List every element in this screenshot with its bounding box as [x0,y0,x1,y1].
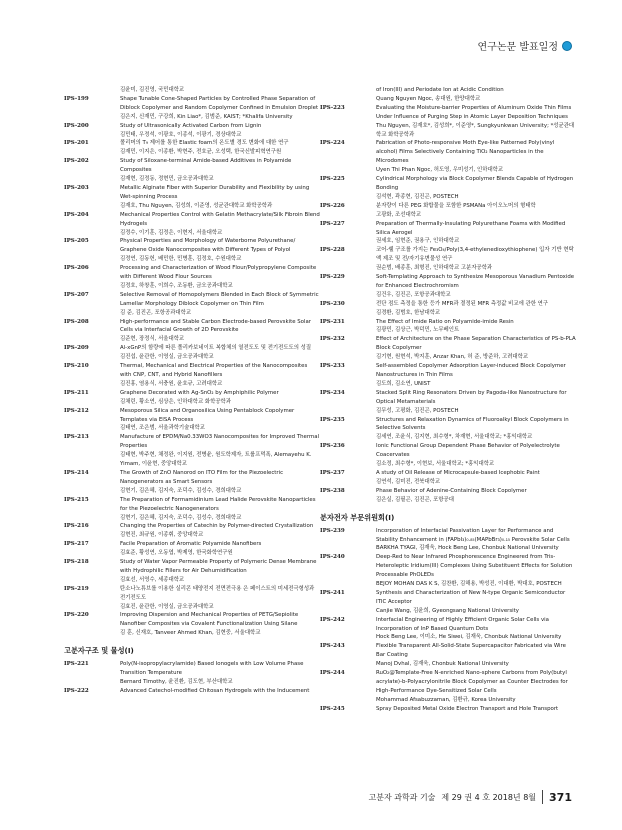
journal-name: 고분자 과학과 기술 [368,792,436,802]
list-item [64,389,320,407]
left-section-list [64,660,320,696]
list-item [320,616,576,643]
entry-code: IPS-207 [64,291,89,298]
entry-authors: 김채린, 황소연, 심상은, 인하대학교 화학공학과 [120,398,231,405]
list-item [64,660,320,687]
list-item [64,522,320,540]
entry-title: 폴리머의 T₉ 제어를 통한 Elastic foam의 온도별 경도 변화에 대한 연구 [120,140,289,147]
entry-title: Mechanical Properties Control with Gelatin Methacrylate/Silk Fibroin Blend Hydrogels [120,211,320,227]
entry-code: IPS-204 [64,211,89,218]
entry-authors: 김재민, 이지은, 이종환, 박현주, 전호균, 오성택, 한국신발피혁연구원 [120,149,282,156]
list-item [64,318,320,345]
list-item [64,237,320,264]
list-item [64,585,320,612]
entry-code: IPS-203 [64,184,89,191]
entry-title: Study of Ultrasonically Activated Carbon from Lignin [120,122,262,129]
entry-code: IPS-237 [320,469,345,476]
header-title: 연구논문 발표일정 [477,42,558,53]
entry-authors: 김현기, 김은혜, 김지숙, 조덕수, 김성수, 경희대학교 [120,514,242,521]
entry-code: IPS-214 [64,469,89,476]
entry-code: IPS-216 [64,523,89,530]
list-item [64,211,320,238]
entry-title: Synthesis and Characterization of New N-type Organic Semiconductor ITIC Acceptor [376,589,566,605]
list-item [320,362,576,389]
entry-title: Physical Properties and Morphology of Waterborne Polyurethane/ Graphene Oxide Nanocomposites with Different Types of Polyol [120,238,296,254]
entry-title: Evaluating the Moisture-barrier Properties of Aluminum Oxide Thin Films Under Influence of Purging Step in Atomic Layer Deposition Techniques [376,104,572,120]
entry-code: IPS-228 [320,247,345,254]
entry-title: RuO₂@Template-Free N-enriched Nano-sphere Carbons from Poly(butyl acrylate)-b-Polyacrylonitrile Block Copolymer as Counter Electrodes for High-Performance Dye-Sensitized Solar Cells [376,670,568,694]
entry-authors: 권세호, 임현준, 권용구, 인하대학교 [376,238,460,245]
list-item [64,558,320,585]
entry-code: IPS-219 [64,585,89,592]
entry-authors: 김진섭, 윤관한, 이영실, 금오공과대학교 [120,354,214,361]
entry-authors: 김도희, 김소연, UNIST [376,380,431,387]
entry-title: Effect of Architecture on the Phase Separation Characteristics of PS-b-PLA Block Copolymer [376,336,576,352]
entry-title: Stacked Split Ring Resonators Driven by Pagoda-like Nanostructure for Optical Metamaterials [376,389,567,405]
entry-authors: 김효준, 황성연, 오동엽, 박제영, 한국화학연구원 [120,550,233,557]
entry-authors: Bernard Timothy, 윤진환, 김도현, 부산대학교 [120,679,233,685]
page-number: 371 [549,790,572,804]
entry-authors: 김연석, 김미진, 전북대학교 [376,478,441,485]
entry-title: 분자량이 다른 PEG 화합물을 포함한 PSMANa 아이오노머의 형태학 [376,202,536,209]
entry-title: High-performance and Stable Carbon Electrode-based Perovskite Solar Cells via Interfacial Growth of 2D Perovskite [120,318,311,334]
entry-title: Selective Removal of Homopolymers Blended in Each Block of Symmetric Lamellar Morphology Diblock Copolymer on Thin Film [120,291,319,307]
entry-title: Flexible Transparent All-Solid-State Supercapacitor Fabricated via Wire Bar Coating [376,643,566,659]
entry-authors: 김태현, 박주현, 채정완, 이지원, 전병윤, 원도학제자, 트룹프먹폭, Alemayehu K. Yimam, 이윤현, 중앙대학교 [120,452,312,468]
entry-title: The Growth of ZnO Nanorod on ITO Film for the Piezoelectric Nanogenerators as Smart Sensors [120,469,284,485]
entry-title: The Preparation of Formamidinium Lead Halide Perovskite Nanoparticles for the Piezoelectric Nanogenerators [120,496,316,512]
entry-code: IPS-236 [320,443,345,450]
entry-authors: 김태연, 조은범, 서울과학기술대학교 [120,425,205,432]
entry-authors: 김현진, 최규원, 이종휘, 중앙대학교 [120,532,204,539]
entry-title: Self-assembled Copolymer Adsorption Layer-induced Block Copolymer Nanostructures in Thin Films [376,363,566,378]
entry-code: IPS-224 [320,140,345,147]
list-item [320,104,576,140]
circle-bullet-icon [562,41,572,51]
list-item [64,139,320,157]
list-item [64,362,320,389]
entry-code: IPS-208 [64,318,89,325]
entry-code: IPS-212 [64,407,89,414]
entry-title: Deep-Red to Near Infrared Phosphorescence Engineered from Tris-Heteroleptic Iridium(III) Complexes Using Substituent Effects for Solution Processable PhOLEDs [376,554,573,579]
list-item [64,95,320,122]
list-item [64,264,320,291]
entry-title: Cylindrical Morphology via Block Copolymer Blends Capable of Hydrogen Bonding [376,176,574,191]
list-item [64,344,320,362]
entry-title: Al-xGnP의 함량에 따른 폴리카보네이트 복합체의 열전도도 및 전기전도도의 성질 [120,345,312,352]
list-item [320,642,576,669]
list-item [320,273,576,300]
right-section-list [320,527,576,714]
list-item [320,442,576,469]
list-item [320,246,576,273]
entry-authors: 김경환, 김범호, 한남대학교 [376,309,441,316]
entry-title: Spray Deposited Metal Oxide Electron Transport and Hole Transport [376,705,559,712]
entry-code: IPS-245 [320,705,345,712]
entry-title: Phase Behavior of Adenine-Containing Block Copolymer [376,487,527,494]
right-entry-list [320,104,576,505]
list-item [320,469,576,487]
entry-title: Fabrication of Photo-responsive Moth Eye-like Patterned Poly(vinyl alcohol) Films Selectively Containing TiO₂ Nanoparticles in the Microdomes [376,140,555,165]
entry-title: Graphene Decorated with Ag-SnO₂ by Amphiphilic Polymer [120,389,279,396]
entry-code: IPS-239 [320,527,345,534]
entry-authors: 김진홍, 염용식, 서충원, 윤호규, 고려대학교 [120,380,223,387]
list-item [320,589,576,616]
entry-code: IPS-211 [64,389,89,396]
entry-authors: 김석현, 곽종현, 김진곤, POSTECH [376,193,459,200]
entry-authors: 김기현, 원현석, 박지훈, Anzar Khan, 허 준, 방준하, 고려대학교 [376,354,529,361]
entry-title: Thermal, Mechanical and Electrical Properties of the Nanocomposites with CNP, CNT, and Hybrid Nanofillers [120,363,308,378]
entry-authors: Canjie Wang, 김윤희, Gyeongsang National University [376,607,519,614]
entry-title: Changing the Properties of Catechin by Polymer-directed Crystallization [120,523,314,530]
right-column [320,86,576,714]
list-item [64,407,320,434]
entry-authors: 김민태, 우정석, 이광호, 이종석, 이광기, 경상대학교 [120,131,242,138]
footer-divider [542,790,543,804]
entry-code: IPS-206 [64,265,89,272]
entry-title: Shape Tunable Cone-Shaped Particles by Controlled Phase Separation of Diblock Copolymer and Random Copolymer Confined in Emulsion Droplet [120,95,319,111]
left-entry-list [64,95,320,638]
entry-code: IPS-199 [64,95,89,102]
list-item [64,469,320,496]
entry-authors: 김광민, 김상근, 박덕민, 노무베인트 [376,327,460,334]
entry-code: IPS-241 [320,589,345,596]
entry-title: Study of Siloxane-terminal Amide-based Additives in Polyamide Composites [120,158,292,174]
entry-code: IPS-243 [320,643,345,650]
entry-title: 코어-쉘 구조를 가지는 Fe₃O₄/Poly(3,4-ethylenedioxythiophene) 입자 기반 현탁액 제조 및 전/자기유변물성 연구 [376,247,574,263]
entry-title: 탄소나노튜브를 이용한 실리콘 태양전지 전면전극용 은 페이스트의 미세전극형성과 전기전도도 [120,585,315,601]
entry-title: Mesoporous Silica and Organosilica Using Pentablock Copolymer Templates via EISA Process [120,407,295,423]
entry-title: Ionic Functional Group Dependent Phase Behavior of Polyelectrolyte Coacervates [376,443,560,459]
entry-authors: 김은지, 신재민, 구강희, Kin Liao*, 김범준, KAIST; *Khalifa University [120,113,293,120]
entry-title: A study of Oil Release of Microcapsule-based Icephobic Paint [376,469,540,476]
list-item [320,669,576,705]
entry-code: IPS-227 [320,220,345,227]
entry-title: Preparation of Thermally-Insulating Polyurethane Foams with Modified Silica Aerogel [376,220,566,236]
entry-code: IPS-222 [64,687,89,694]
entry-authors: 권순범, 배종훈, 최형진, 인하대학교 고분자공학과 [376,265,493,272]
entry-code: IPS-220 [64,612,89,619]
page-header [478,38,572,53]
list-item [64,540,320,558]
entry-authors: 김현기, 김은혜, 김지숙, 조덕수, 김성수, 경희대학교 [120,487,242,494]
entry-authors: BARKHA TYAGI, 김재욱, Hock Beng Lee, Chonbuk National University [376,545,559,552]
entry-authors: 김효진, 윤관한, 이영실, 금오공과대학교 [120,603,214,610]
list-item [320,300,576,318]
entry-code: IPS-240 [320,554,345,561]
entry-title: Improving Dispersion and Mechanical Properties of PETG/Sepiolite Nanofiber Composites via Covalent Functionalization Using Silane [120,612,299,628]
list-item [64,122,320,140]
entry-authors: 고광화, 조선대학교 [376,211,422,218]
entry-authors: Thu Nguyen, 김재호*, 김성희*, 이준영*, Sungkyunkwan University; *성균관대학교 화학공학과 [376,122,575,138]
entry-authors: 김건우, 김진곤, 포항공과대학교 [376,291,451,298]
entry-title: Advanced Catechol-modified Chitosan Hydrogels with the Inducement [120,687,310,694]
section-heading: 고분자구조 및 물성(I) [64,646,134,656]
entry-authors: 김재현, 김정동, 정현민, 금오공과대학교 [120,176,214,183]
entry-title: Soft-Templating Approach to Synthesize Mesoporous Vanadium Pentoxide for Enhanced Electrochromism [376,274,575,289]
list-item [64,157,320,184]
entry-code: IPS-210 [64,363,89,370]
entry-authors: 김 준, 김진곤, 포항공과대학교 [120,309,192,316]
entry-title: Poly(N-isopropylacrylamide) Based Ionogels with Low Volume Phase Transition Temperature [120,661,304,677]
entry-title: Manufacture of EPDM/Na0.33WO3 Nanocomposites for Improved Thermal Properties [120,434,320,450]
entry-title: 전단 점도 측정을 통한 등가 MFR과 결정된 MFR 측정값 비교에 관한 연구 [376,300,549,307]
entry-authors: 김재호, Thu Nguyen, 김성희, 이준영, 성균관대학교 화학공학과 [120,202,273,209]
entry-authors: Uyen Thi Phan Ngoc, 허도영, 우미성기, 인하대학교 [376,167,504,174]
entry-authors: 김소정, 최수형*, 이현보, 서울대학교; *홍익대학교 [376,461,495,468]
entry-title: Processing and Characterization of Wood Flour/Polypropylene Composite with Different Wood Flour Sources [120,265,317,281]
list-item [64,433,320,469]
list-item [64,291,320,318]
entry-title: The Effect of Imide Ratio on Polyamide-imide Resin [376,318,514,325]
entry-code: IPS-202 [64,158,89,165]
section-heading: 분자전자 부문위원회(I) [320,512,395,522]
list-item [320,86,576,104]
entry-code: IPS-235 [320,416,345,423]
entry-authors: 김효선, 서영수, 세종대학교 [120,576,185,583]
entry-authors: 김윤미, 김진영, 국민대학교 [120,87,185,93]
entry-code: IPS-244 [320,670,345,677]
entry-authors: 김세연, 조윤식, 김지현, 최수형*, 차재현, 서울대학교; *홍익대학교 [376,434,533,441]
page-footer [368,790,572,804]
entry-code: IPS-229 [320,274,345,281]
entry-authors: Mohammad Afsabuzzaman, 김환규, Korea University [376,696,516,703]
entry-title: Interfacial Engineering of Highly Efficient Organic Solar Cells via Incorporation of InP Based Quantum Dots [376,616,549,632]
issue-info: 제 29 권 4 호 2018년 8월 [441,792,537,802]
entry-authors: Quang Nguyen Ngoc, 송대원, 한양대학교 [376,95,481,102]
entry-code: IPS-205 [64,238,89,245]
entry-code: IPS-233 [320,363,345,370]
entry-code: IPS-231 [320,318,345,325]
entry-authors: Manoj Dvhal, 김재욱, Chonbuk National University [376,661,509,668]
list-item [320,318,576,336]
list-item [64,184,320,211]
entry-authors: BEJOY MOHAN DAS K S, 김찬환, 김해용, 박성진, 이대환, 박대호, POSTECH [376,581,562,588]
list-item [64,687,320,696]
entry-code: IPS-213 [64,434,89,441]
list-item [320,220,576,247]
entry-authors: 김준현, 장정식, 서울대학교 [120,336,185,343]
entry-code: IPS-223 [320,104,345,111]
entry-code: IPS-225 [320,176,345,183]
entry-title: Structures and Relaxation Dynamics of Fluoroalkyl Block Copolymers in Selective Solvents [376,416,569,432]
list-item [320,487,576,505]
entry-code: IPS-209 [64,345,89,352]
list-item [320,553,576,589]
list-item [320,175,576,202]
list-item [320,527,576,554]
list-item [320,335,576,362]
entry-authors: 김정호, 하창훈, 이희수, 조동환, 금오공과대학교 [120,282,233,289]
entry-code: IPS-201 [64,140,89,147]
entry-code: IPS-221 [64,661,89,668]
entry-title: Metallic Alginate Fiber with Superior Durability and Flexibility by using Wet-spinning Process [120,184,310,200]
list-item [320,202,576,220]
entry-code: IPS-234 [320,389,345,396]
entry-title: of Iron(III) and Periodate Ion at Acidic Condition [376,87,504,93]
list-item [320,705,576,714]
entry-title: Incorporation of Interfacial Passivation Layer for Performance and Stability Enhancement in (FAPbI₃)₀.₈₅(MAPbBr₃)₀.₁₅ Perovskite Solar Cells [376,527,570,543]
list-item [64,496,320,523]
entry-code: IPS-242 [320,616,345,623]
entry-code: IPS-217 [64,541,89,548]
entry-code: IPS-215 [64,496,89,503]
entry-authors: 김정연, 김동헌, 배민한, 민병훈, 김정호, 수원대학교 [120,256,242,263]
entry-title: Facile Preparation of Aromatic Polyamide Nanofibers [120,541,262,548]
entry-code: IPS-230 [320,300,345,307]
entry-code: IPS-226 [320,202,345,209]
entry-title: Study of Water Vapor Permeable Property of Polymeric Dense Membrane with Hydrophilic Fillers for Air Dehumidification [120,559,317,574]
entry-code: IPS-218 [64,559,89,566]
entry-code: IPS-200 [64,122,89,129]
entry-authors: 김은실, 김필곤, 김진곤, 포항공대 [376,496,454,503]
entry-code: IPS-232 [320,336,345,343]
entry-authors: 김무성, 고평화, 김진곤, POSTECH [376,407,459,414]
list-item [320,389,576,416]
entry-authors: 김 훈, 신재호, Tanveer Ahmed Khan, 김현중, 서울대학교 [120,630,261,637]
list-item [320,139,576,175]
entry-authors: 김정수, 이기훈, 김정은, 이현지, 서울대학교 [120,229,223,236]
left-column [64,86,320,696]
entry-code: IPS-238 [320,487,345,494]
list-item [64,86,320,95]
list-item [320,416,576,443]
entry-authors: Hock Beng Lee, 이미소, He Siwei, 김재욱, Chonbuk National University [376,634,562,641]
list-item [64,611,320,638]
